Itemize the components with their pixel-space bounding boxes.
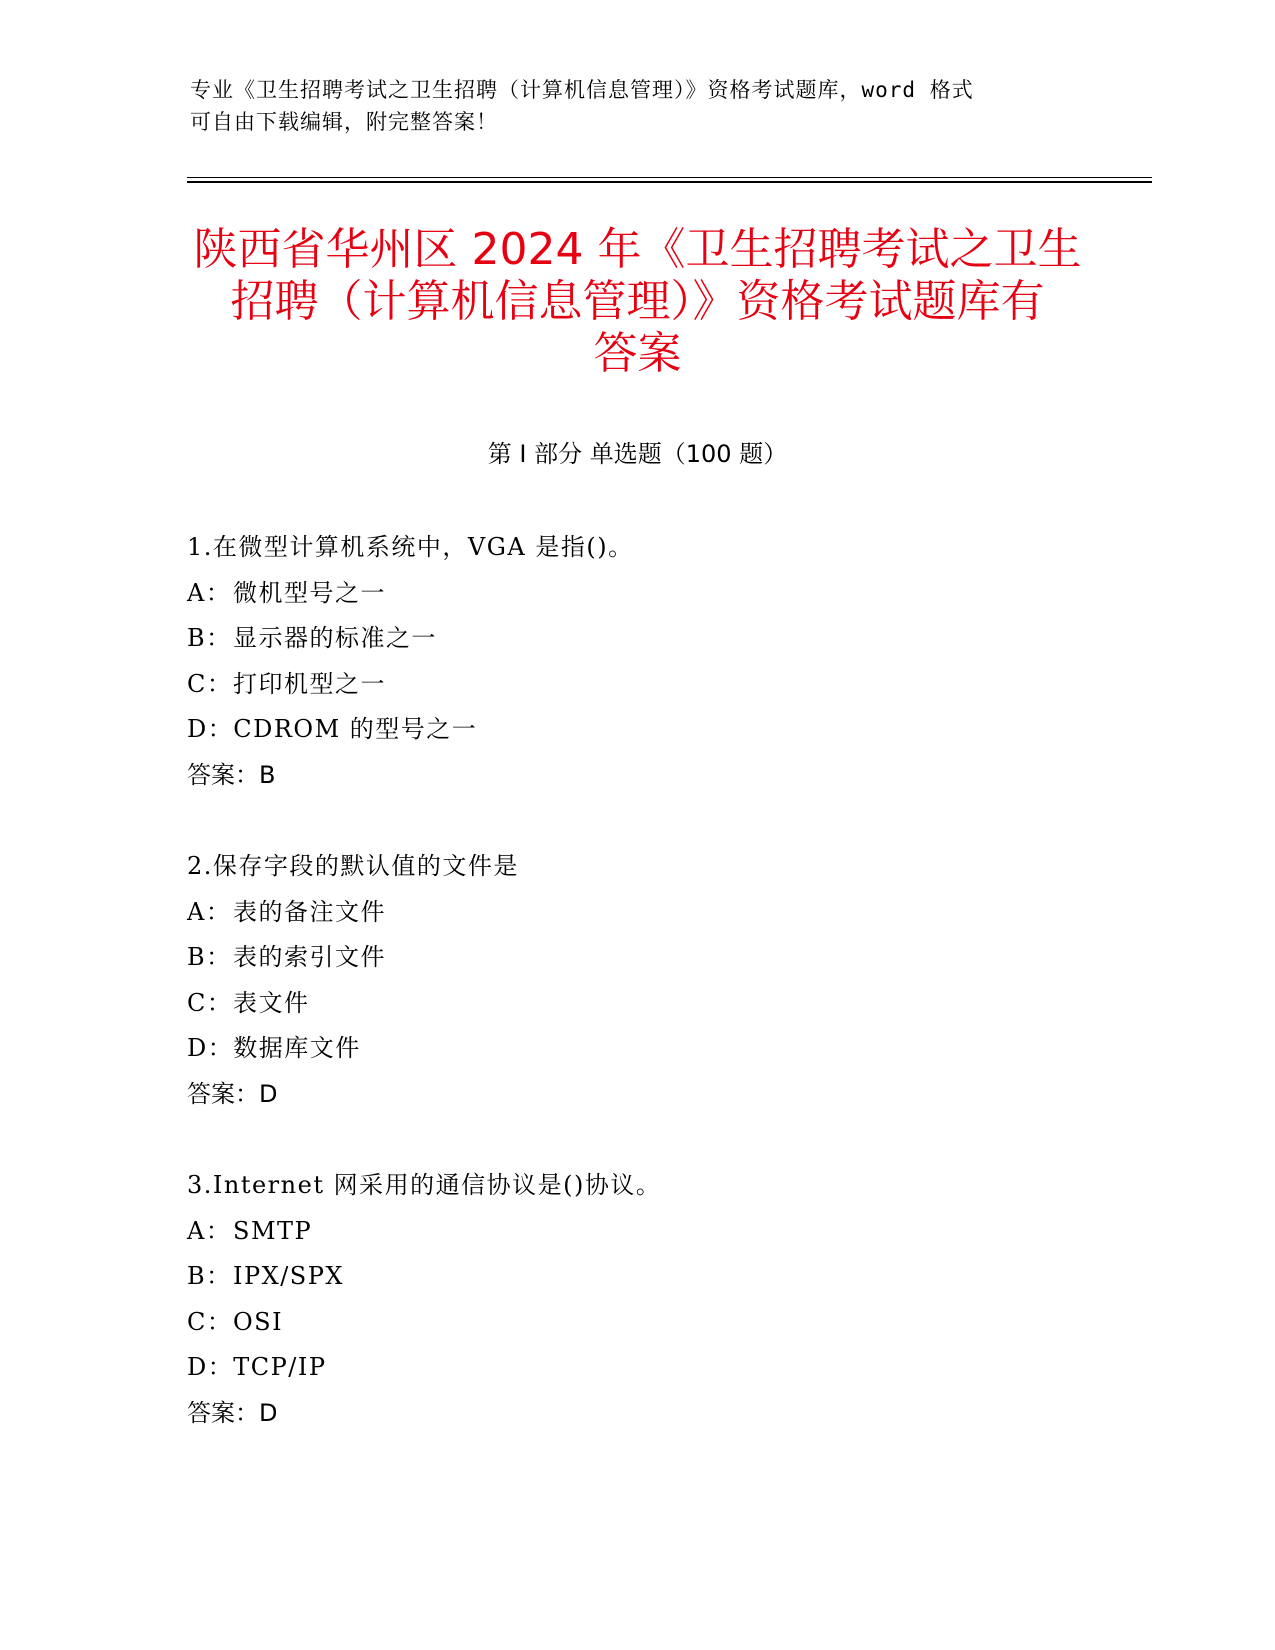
- option-label: D：: [187, 715, 234, 743]
- option-text: 微机型号之一: [233, 578, 386, 607]
- answer-line: 答案：D: [187, 1079, 278, 1108]
- answer-line: 答案：D: [187, 1398, 278, 1427]
- option-text: CDROM 的型号之一: [233, 715, 478, 743]
- header-note-line-1: 专业《卫生招聘考试之卫生招聘（计算机信息管理）》资格考试题库，word 格式: [190, 78, 974, 102]
- option-c: [187, 981, 1087, 1027]
- option-text: 表的备注文件: [233, 897, 386, 926]
- option-label: B：: [187, 1262, 232, 1290]
- question-list: [187, 525, 1087, 1482]
- option-label: D：: [187, 1353, 234, 1381]
- question-stem: 3.Internet 网采用的通信协议是()协议。: [187, 1171, 662, 1199]
- option-a: [187, 1209, 1087, 1255]
- title-line-1: 陕西省华州区 2024 年《卫生招聘考试之卫生: [193, 224, 1082, 275]
- header-note-line-2: 可自由下载编辑，附完整答案！: [190, 110, 498, 134]
- header-divider-thin: [187, 177, 1152, 178]
- option-b: [187, 1254, 1087, 1300]
- option-label: A：: [187, 1216, 232, 1245]
- option-a: [187, 890, 1087, 936]
- section-title: 第 I 部分 单选题（100 题）: [487, 440, 788, 468]
- option-b: [187, 616, 1087, 662]
- option-d: [187, 707, 1087, 753]
- option-a: [187, 571, 1087, 617]
- option-c: [187, 1300, 1087, 1346]
- question-stem: 2.保存字段的默认值的文件是: [187, 852, 519, 880]
- option-d: [187, 1026, 1087, 1072]
- option-text: SMTP: [233, 1216, 313, 1245]
- option-label: A：: [187, 897, 232, 926]
- question-item: [187, 844, 1087, 1117]
- option-label: C：: [187, 988, 233, 1017]
- option-text: 打印机型之一: [233, 669, 386, 698]
- option-text: OSI: [233, 1307, 284, 1336]
- option-label: D：: [187, 1034, 234, 1062]
- option-label: C：: [187, 669, 233, 698]
- option-text: TCP/IP: [233, 1353, 327, 1381]
- option-label: C：: [187, 1307, 233, 1336]
- option-c: [187, 662, 1087, 708]
- title-line-3: 答案: [593, 328, 682, 379]
- question-item: [187, 525, 1087, 798]
- header-note: [190, 74, 1090, 138]
- title-line-2: 招聘（计算机信息管理）》资格考试题库有: [230, 276, 1045, 327]
- option-label: B：: [187, 943, 232, 971]
- option-d: [187, 1345, 1087, 1391]
- option-text: 表文件: [233, 988, 310, 1017]
- option-text: 表的索引文件: [233, 943, 386, 971]
- option-text: 数据库文件: [233, 1034, 361, 1062]
- question-item: [187, 1163, 1087, 1436]
- option-label: A：: [187, 578, 232, 607]
- option-label: B：: [187, 624, 232, 652]
- option-b: [187, 935, 1087, 981]
- option-text: 显示器的标准之一: [233, 624, 437, 652]
- answer-line: 答案：B: [187, 760, 276, 789]
- document-title: [150, 224, 1125, 380]
- header-divider-thick: [187, 181, 1152, 183]
- option-text: IPX/SPX: [233, 1262, 344, 1290]
- question-stem: 1.在微型计算机系统中，VGA 是指()。: [187, 533, 634, 561]
